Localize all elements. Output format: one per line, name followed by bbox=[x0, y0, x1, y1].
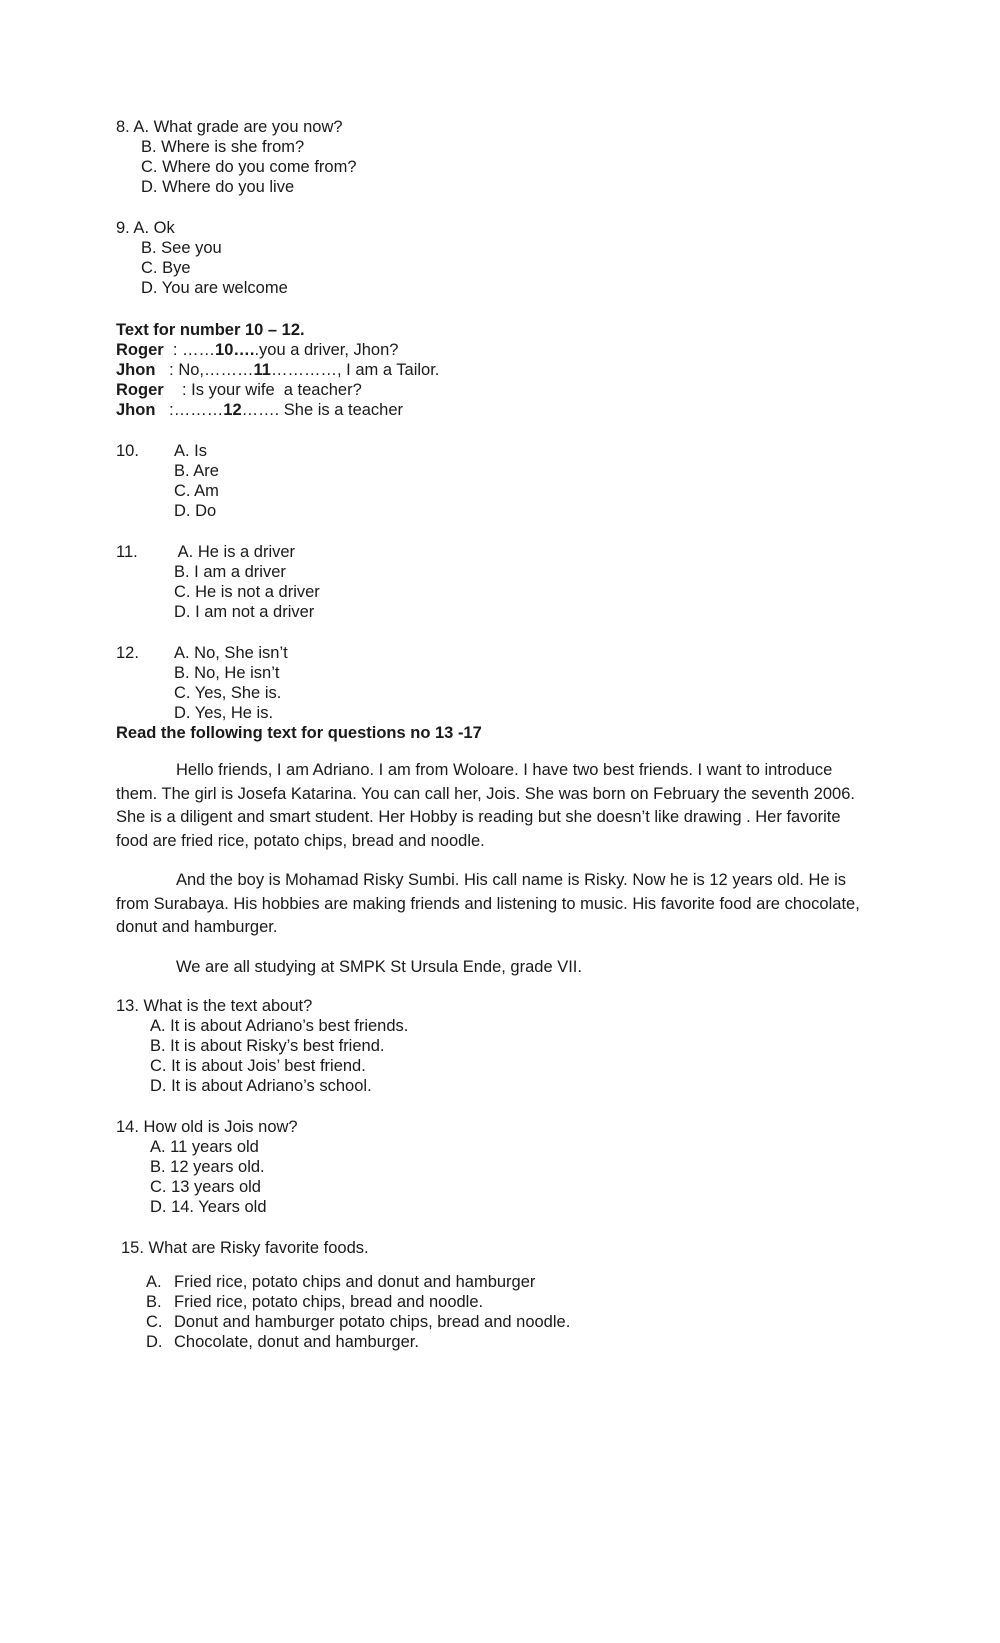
q11-option-d: D. I am not a driver bbox=[174, 603, 315, 621]
q12-option-d: D. Yes, He is. bbox=[174, 704, 274, 722]
dialog-speaker: Jhon bbox=[116, 361, 156, 379]
reading-paragraph-2 bbox=[116, 869, 876, 940]
q12-option-c: C. Yes, She is. bbox=[174, 684, 282, 702]
q11-option-c: C. He is not a driver bbox=[174, 583, 320, 601]
q10-option-d: D. Do bbox=[174, 502, 217, 520]
q15-option-a: Fried rice, potato chips and donut and hamburger bbox=[174, 1273, 536, 1291]
dialog-blank-number: 11 bbox=[253, 361, 271, 379]
reading-paragraph-1 bbox=[116, 759, 876, 853]
q13-option-c: C. It is about Jois’ best friend. bbox=[150, 1057, 366, 1075]
dialog-text: ……. She is a teacher bbox=[241, 401, 404, 419]
q14-option-c: C. 13 years old bbox=[150, 1178, 261, 1196]
q15-option-b: Fried rice, potato chips, bread and noodle. bbox=[174, 1293, 484, 1311]
dialog-blank-number: 12 bbox=[223, 401, 242, 419]
dialog-text: …………, I am a Tailor. bbox=[270, 361, 440, 379]
q14-question: 14. How old is Jois now? bbox=[116, 1118, 298, 1136]
q9-option-c: C. Bye bbox=[141, 259, 191, 277]
dialog-blank-number: 10…. bbox=[215, 341, 255, 359]
q15-option-d: Chocolate, donut and hamburger. bbox=[174, 1333, 419, 1351]
q15-question: 15. What are Risky favorite foods. bbox=[121, 1239, 369, 1257]
dialog-line bbox=[116, 360, 439, 380]
q8-option-b: B. Where is she from? bbox=[141, 138, 305, 156]
q9-option-a: 9. A. Ok bbox=[116, 219, 175, 237]
dialog-line bbox=[116, 380, 362, 400]
q11-option-b: B. I am a driver bbox=[174, 563, 286, 581]
q14-option-a: A. 11 years old bbox=[150, 1138, 259, 1156]
q15-option-c: Donut and hamburger potato chips, bread and noodle. bbox=[174, 1313, 571, 1331]
dialog-speaker: Roger bbox=[116, 341, 164, 359]
reading-paragraph-3-text: We are all studying at SMPK St Ursula Ende, grade VII. bbox=[176, 958, 582, 976]
q15-letter-a: A. bbox=[146, 1273, 162, 1291]
dialog-text: : Is your wife a teacher? bbox=[163, 381, 362, 399]
q14-option-d: D. 14. Years old bbox=[150, 1198, 267, 1216]
q13-option-b: B. It is about Risky’s best friend. bbox=[150, 1037, 385, 1055]
q14-option-b: B. 12 years old. bbox=[150, 1158, 265, 1176]
dialog-text: : No,……… bbox=[155, 361, 254, 379]
reading-heading: Read the following text for questions no 13 -17 bbox=[116, 724, 482, 742]
q10-option-a: A. Is bbox=[174, 442, 208, 460]
q10-number: 10. bbox=[116, 442, 139, 460]
dialog-text: .you a driver, Jhon? bbox=[254, 341, 399, 359]
reading-paragraph-2-text: And the boy is Mohamad Risky Sumbi. His call name is Risky. Now he is 12 years old. He is from Surabaya. His hobbies are making friends and listening to music. His favorite food are chocolate, donut and hamburger. bbox=[116, 871, 860, 936]
q10-option-b: B. Are bbox=[174, 462, 219, 480]
q8-option-d: D. Where do you live bbox=[141, 178, 295, 196]
reading-paragraph-1-text: Hello friends, I am Adriano. I am from Woloare. I have two best friends. I want to introduce them. The girl is Josefa Katarina. You can call her, Jois. She was born on February the seventh 2006. She is a diligent and smart student. Her Hobby is reading but she doesn’t like drawing . Her favorite food are fried rice, potato chips, bread and noodle. bbox=[116, 761, 855, 850]
q15-letter-d: D. bbox=[146, 1333, 163, 1351]
dialog-speaker: Roger bbox=[116, 381, 164, 399]
q9-option-b: B. See you bbox=[141, 239, 222, 257]
q15-letter-c: C. bbox=[146, 1313, 163, 1331]
reading-paragraph-3 bbox=[116, 956, 876, 980]
q13-question: 13. What is the text about? bbox=[116, 997, 313, 1015]
dialog-line bbox=[116, 340, 398, 360]
q11-number: 11. bbox=[116, 543, 138, 561]
dialog-text: : …… bbox=[163, 341, 216, 359]
q11-option-a: A. He is a driver bbox=[174, 543, 296, 561]
q8-option-c: C. Where do you come from? bbox=[141, 158, 357, 176]
q13-option-a: A. It is about Adriano’s best friends. bbox=[150, 1017, 409, 1035]
q13-option-d: D. It is about Adriano’s school. bbox=[150, 1077, 372, 1095]
q9-option-d: D. You are welcome bbox=[141, 279, 288, 297]
dialog-speaker: Jhon bbox=[116, 401, 156, 419]
q8-option-a: 8. A. What grade are you now? bbox=[116, 118, 343, 136]
q12-option-b: B. No, He isn’t bbox=[174, 664, 280, 682]
dialog-line bbox=[116, 400, 403, 420]
dialog-heading: Text for number 10 – 12. bbox=[116, 321, 305, 339]
q15-letter-b: B. bbox=[146, 1293, 162, 1311]
dialog-text: :……… bbox=[155, 401, 224, 419]
q12-option-a: A. No, She isn’t bbox=[174, 644, 288, 662]
q12-number: 12. bbox=[116, 644, 139, 662]
q10-option-c: C. Am bbox=[174, 482, 219, 500]
